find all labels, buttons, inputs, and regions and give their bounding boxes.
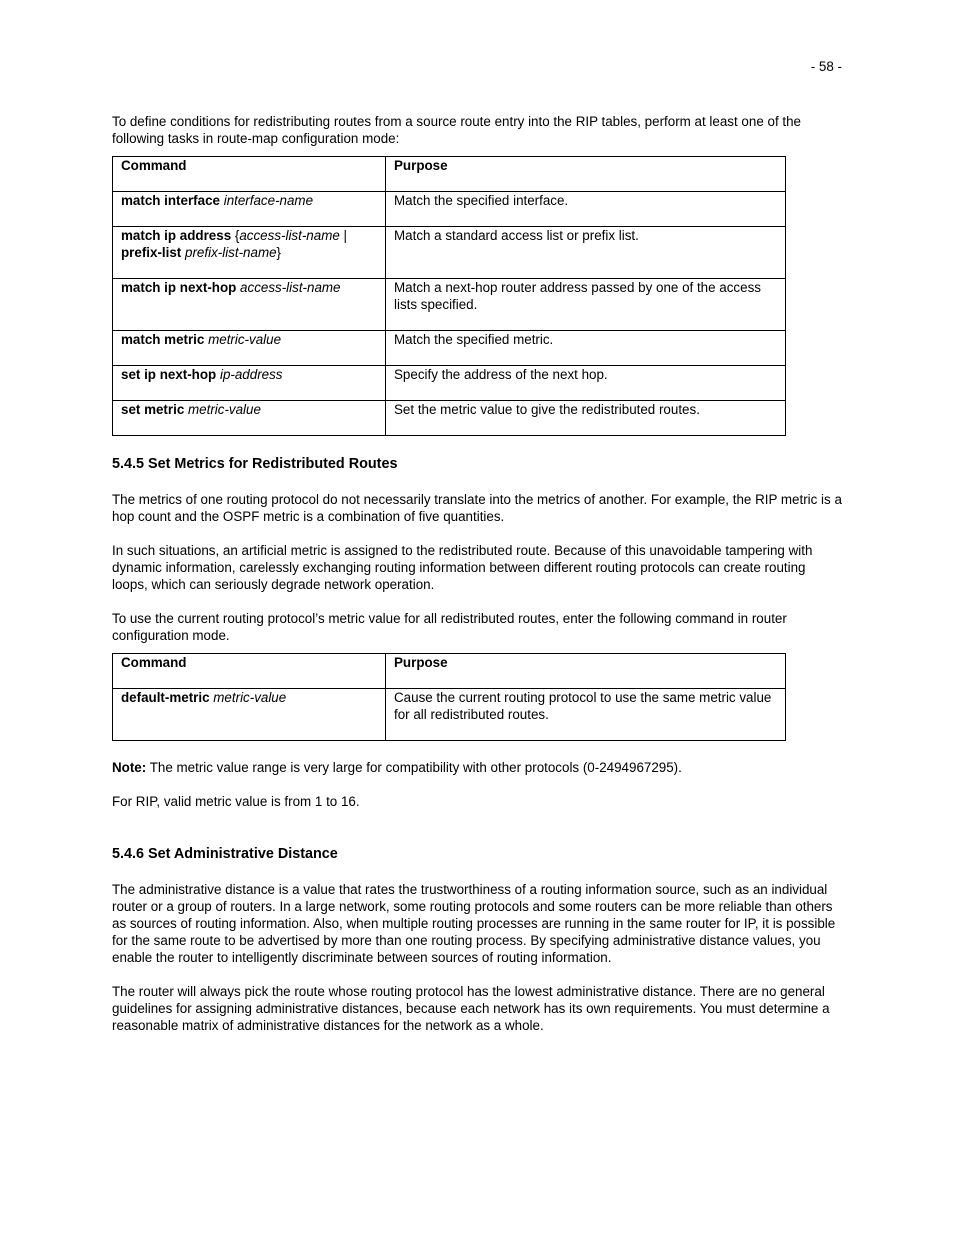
page-content — [112, 113, 842, 1034]
command-argument: metric-value — [188, 402, 261, 417]
section-heading-5-4-6: 5.4.6 Set Administrative Distance — [112, 846, 338, 862]
table-row — [113, 401, 786, 436]
command-keyword: match ip address — [121, 228, 232, 243]
command-keyword: set ip next-hop — [121, 367, 217, 382]
command-separator: | — [339, 228, 348, 243]
command-argument: ip-address — [219, 367, 283, 382]
command-cell — [113, 366, 386, 401]
table-row — [113, 279, 786, 331]
command-keyword: match interface — [121, 193, 220, 208]
command-keyword: set metric — [121, 402, 185, 417]
table-row — [113, 192, 786, 227]
route-map-commands-table — [112, 156, 786, 436]
command-argument: metric-value — [213, 690, 287, 705]
command-cell — [113, 227, 386, 279]
table-row — [113, 331, 786, 366]
table-header-command: Command — [113, 157, 386, 192]
purpose-cell: Match a standard access list or prefix list. — [386, 227, 786, 279]
command-keyword-2: prefix-list — [121, 245, 182, 260]
intro-paragraph: To define conditions for redistributing routes from a source route entry into the RIP tables, perform at least one of the following tasks in route-map configuration mode: — [112, 114, 801, 146]
table-header-command: Command — [113, 654, 386, 689]
table-header-row — [113, 654, 786, 689]
command-argument: access-list-name — [240, 280, 341, 295]
purpose-cell: Match the specified interface. — [386, 192, 786, 227]
distance-paragraph-2: The router will always pick the route whose routing protocol has the lowest administrative distance. There are no general guidelines for assigning administrative distances, because each network has its own requirements. You must determine a reasonable matrix of administrative distances for the network as a whole. — [112, 984, 830, 1033]
command-keyword: match metric — [121, 332, 205, 347]
page-number: - 58 - — [810, 59, 842, 74]
command-cell — [113, 331, 386, 366]
command-argument: metric-value — [208, 332, 282, 347]
command-cell — [113, 279, 386, 331]
command-argument-2: prefix-list-name — [185, 245, 277, 260]
command-cell — [113, 401, 386, 436]
table-row — [113, 366, 786, 401]
section-heading-5-4-5: 5.4.5 Set Metrics for Redistributed Routes — [112, 456, 398, 472]
distance-paragraph-1: The administrative distance is a value that rates the trustworthiness of a routing information source, such as an individual router or a group of routers. In a large network, some routing protocols and some routers can be more reliable than others as sources of routing information. Also, when multiple routing processes are running in the same router for IP, it is possible for the same route to be advertised by more than one routing process. By specifying administrative distance values, you enable the router to intelligently discriminate between sources of routing information. — [112, 882, 836, 965]
table-row — [113, 227, 786, 279]
command-keyword: default-metric — [121, 690, 210, 705]
command-argument: access-list-name — [239, 228, 340, 243]
command-cell — [113, 689, 386, 741]
table-row — [113, 689, 786, 741]
metrics-paragraph-2: In such situations, an artificial metric is assigned to the redistributed route. Because of this unavoidable tampering with dynamic information, carelessly exchanging routing information between different routing protocols can create routing loops, which can seriously degrade network operation. — [112, 543, 813, 592]
command-cell — [113, 192, 386, 227]
command-brace-open: { — [231, 228, 240, 243]
note-text: The metric value range is very large for compatibility with other protocols (0-2494967295). — [146, 760, 682, 775]
table-header-row — [113, 157, 786, 192]
command-keyword: match ip next-hop — [121, 280, 237, 295]
default-metric-table — [112, 653, 786, 741]
purpose-cell: Specify the address of the next hop. — [386, 366, 786, 401]
purpose-cell: Set the metric value to give the redistributed routes. — [386, 401, 786, 436]
metrics-paragraph-3: To use the current routing protocol’s metric value for all redistributed routes, enter the following command in router configuration mode. — [112, 611, 787, 643]
note-paragraph — [112, 759, 842, 776]
table-header-purpose: Purpose — [386, 157, 786, 192]
table-header-purpose: Purpose — [386, 654, 786, 689]
command-brace-close: } — [276, 245, 282, 260]
note-label: Note: — [112, 760, 147, 775]
command-argument: interface-name — [223, 193, 314, 208]
purpose-cell: Match the specified metric. — [386, 331, 786, 366]
purpose-cell: Cause the current routing protocol to use the same metric value for all redistributed routes. — [386, 689, 786, 741]
rip-metric-paragraph: For RIP, valid metric value is from 1 to 16. — [112, 794, 360, 809]
purpose-cell: Match a next-hop router address passed by one of the access lists specified. — [386, 279, 786, 331]
metrics-paragraph-1: The metrics of one routing protocol do not necessarily translate into the metrics of another. For example, the RIP metric is a hop count and the OSPF metric is a combination of five quantities. — [112, 492, 842, 524]
